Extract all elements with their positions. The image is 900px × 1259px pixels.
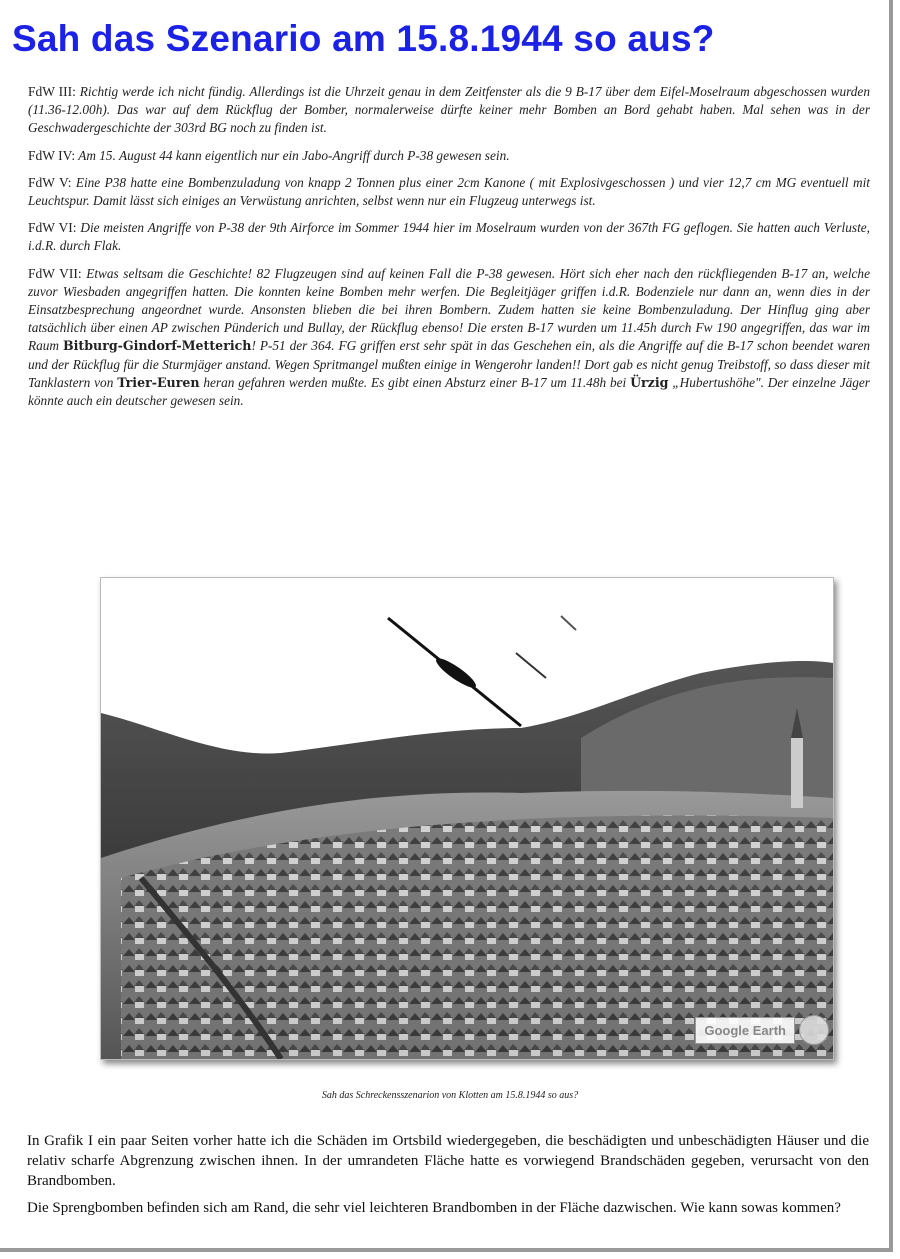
note-paragraph [28,147,870,165]
note-label: FdW III: [28,84,76,99]
note-segment: Richtig werde ich nicht fündig. Allerdings ist die Uhrzeit genau in dem Zeitfenster als die 9 B-17 über dem Eifel-Moselraum abgeschossen wurden (11.36-12.00h). Das war auf dem Rückflug der Bomber, normalerweise dürfte keiner mehr Bomben an Bord gehabt haben. Mal sehen was in der Geschwadergeschichte der 303rd BG noch zu finden ist. [28,84,870,136]
compass-icon[interactable] [799,1015,829,1045]
page-title: Sah das Szenario am 15.8.1944 so aus? [12,18,715,59]
note-paragraph [28,219,870,255]
note-text [28,266,870,408]
note-label: FdW VI: [28,220,77,236]
note-segment: heran gefahren werden mußte. Es gibt einen Absturz einer B-17 um 11.48h bei [199,374,631,390]
note-segment: Die meisten Angriffe von P-38 der 9th Airforce im Sommer 1944 hier im Moselraum wurden von der 367th FG geflogen. Sie hatten auch Verluste, i.d.R. durch Flak. [28,220,870,254]
note-label: FdW VII: [28,265,82,281]
body-paragraph: Die Sprengbomben befinden sich am Rand, die sehr viel leichteren Brandbomben in der Fläche dazwischen. Wie kann sowas kommen? [27,1200,841,1216]
note-paragraph [28,174,870,210]
village-photo [100,577,834,1060]
notes-section [28,83,870,419]
note-segment: Am 15. August 44 kann eigentlich nur ein Jabo-Angriff durch P-38 gewesen sein. [75,147,510,163]
photo-caption: Sah das Schreckensszenarion von Klotten am 15.8.1944 so aus? [321,1090,579,1101]
note-segment: ! P-51 der 364. FG griffen erst sehr spät in das Geschehen ein, als die Angriffe auf die B-17 schon beendet waren und der Rückflug für die Sturmjäger anstand. Wegen Spritmangel mußten einige in Wengerohr landen!! Dort gab es nicht genug Treibstoff, so dass dieser mit Tanklastern von [28,338,870,390]
note-paragraph [28,83,870,138]
photo-illustration [101,578,833,1059]
note-label: FdW IV: [28,147,76,163]
note-label: FdW V: [28,174,72,190]
note-segment: Eine P38 hatte eine Bombenzuladung von knapp 2 Tonnen plus einer 2cm Kanone ( mit Explosivgeschossen ) und vier 12,7 cm MG eventuell mit Leuchtspur. Damit lässt sich einiges an Verwüstung anrichten, selbst wenn nur ein Flugzeug unterwegs ist. [28,174,871,209]
body-paragraph: In Grafik I ein paar Seiten vorher hatte ich die Schäden im Ortsbild wiedergegeben, die beschädigten und unbeschädigten Häuser und die relativ scharfe Abgrenzung zwischen ihnen. In der umrandeten Fläche hatte es vorwiegend Brandschäden gegeben, verursacht von den Brandbomben. [27,1133,869,1189]
note-segment: Etwas seltsam die Geschichte! 82 Flugzeugen sind auf keinen Fall die P-38 gewesen. Hört sich eher nach den rückfliegenden B-17 an, welche zuvor Wiesbaden angegriffen hatten. Die konnten keine Bomben mehr werfen. Die Begleitjäger griffen i.d.R. Bodenziele nur dann an, wenn dies in der Einsatzbesprechung angeordnet wurde. Ansonsten blieben die bei ihren Bombern. Zudem hatten sie keine Bombenzuladung. Der Hinflug ging aber tatsächlich über einen AP zwischen Pünderich und Bullay, der Rückflug ebenso! Die ersten B-17 wurden um 11.45h durch Fw 190 angegriffen, das war im Raum [28,265,870,354]
body-text [27,1131,869,1225]
place-name: Ürzig [630,374,669,390]
note-paragraph [28,265,870,411]
place-name: Trier-Euren [117,374,200,390]
note-text [75,148,509,163]
google-earth-watermark: Google Earth [695,1017,795,1044]
note-segment: „Hubertushöhe". Der einzelne Jäger könnte auch ein deutscher gewesen sein. [28,374,870,409]
note-text [28,84,870,135]
note-text [28,175,870,208]
place-name: Bitburg-Gindorf-Metterich [62,338,252,354]
note-text [28,220,870,253]
